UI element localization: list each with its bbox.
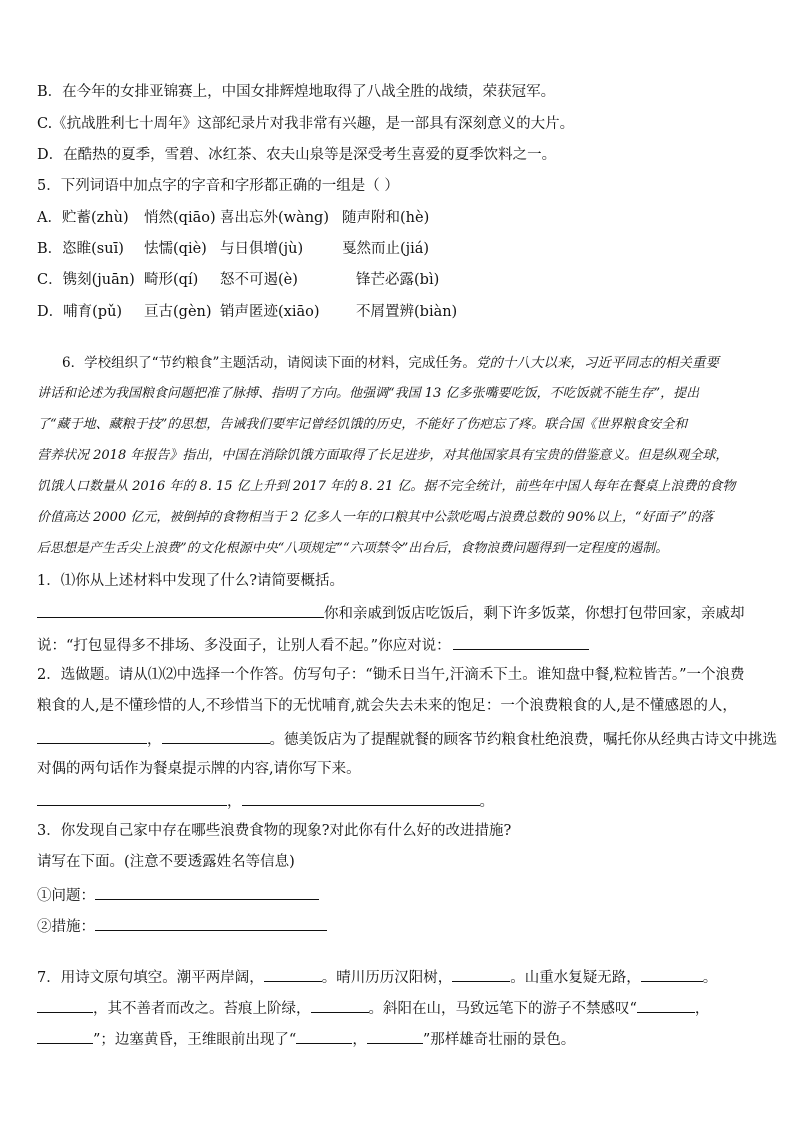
q5-b-1: B．恣睢(suī) bbox=[37, 241, 124, 257]
q5-d-1: D．哺育(pǔ) bbox=[37, 304, 123, 320]
q6-task2-line3-text: 。德美饭店为了提醒就餐的顾客节约粮食杜绝浪费，嘱托你从经典古诗文中挑选 bbox=[269, 732, 777, 748]
q7-line3-a: ”；边塞黄昏，王维眼前出现了“ bbox=[93, 1032, 297, 1048]
q5-b-3: 与日俱增(jù) bbox=[220, 241, 304, 257]
q4-option-c: C.《抗战胜利七十周年》这部纪录片对我非常有兴趣，是一部具有深刻意义的大片。 bbox=[37, 116, 575, 132]
q7-line2-b: 。斜阳在山，马致远笔下的游子不禁感叹“ bbox=[368, 1001, 637, 1017]
q5-d-3: 销声匿迹(xiāo) bbox=[220, 304, 320, 320]
q5-stem: 5．下列词语中加点字的字音和字形都正确的一组是（ ） bbox=[37, 178, 399, 194]
q6-task2-answer-comma: ， bbox=[227, 794, 242, 810]
q7-line1-d: 。 bbox=[702, 970, 718, 986]
q7-blank-3[interactable] bbox=[641, 966, 703, 982]
q6-task2-answer-line bbox=[37, 790, 764, 812]
q5-a-2: 悄然(qiāo) bbox=[144, 210, 216, 226]
q6-task2-blank-1[interactable] bbox=[37, 728, 147, 744]
q7-line3 bbox=[37, 1028, 764, 1050]
q7-line1 bbox=[37, 966, 764, 988]
q6-intro: 6．学校组织了“节约粮食”主题活动，请阅读下面的材料，完成任务。 bbox=[62, 355, 476, 371]
q7-line2 bbox=[37, 997, 764, 1019]
q6-task2-line4: 对偶的两句话作为餐桌提示牌的内容,请你写下来。 bbox=[37, 761, 361, 777]
q7-blank-7[interactable] bbox=[37, 1028, 93, 1044]
q6-task2-answer-blank-2[interactable] bbox=[242, 790, 480, 806]
q6-task3-line2: 请写在下面。(注意不要透露姓名等信息) bbox=[37, 854, 295, 870]
q7-line1-a: 7．用诗文原句填空。潮平两岸阔， bbox=[37, 970, 264, 986]
q6-task2-line1: 2．选做题。请从⑴⑵中选择一个作答。仿写句子：“锄禾日当午,汗滴禾下土。谁知盘中餐,粒粒皆苦。”一个浪费 bbox=[37, 667, 745, 683]
q7-blank-2[interactable] bbox=[452, 966, 510, 982]
q6-task2-answer-blank-1[interactable] bbox=[37, 790, 227, 806]
q5-b-2: 怯懦(qiè) bbox=[144, 241, 207, 257]
q6-task2-line3 bbox=[37, 728, 777, 750]
q5-a-3: 喜出忘外(wàng) bbox=[220, 210, 329, 226]
q5-option-a bbox=[37, 208, 764, 228]
q7-line3-c: ”那样雄奇壮丽的景色。 bbox=[422, 1032, 576, 1048]
q6-task3-line1: 3．你发现自己家中存在哪些浪费食物的现象?对此你有什么好的改进措施? bbox=[37, 823, 512, 839]
q7-blank-4[interactable] bbox=[37, 997, 93, 1013]
q6-material-4: 营养状况 2018 年报告》指出，中国在消除饥饿方面取得了长足进步，对其他国家具有宝贵的借鉴意义。但是纵观全球， bbox=[37, 448, 729, 463]
q6-material-6: 价值高达 2000 亿元，被倒掉的食物相当于 2 亿多人一年的口粮其中公款吃喝占浪费总数的 90%以上，“好面子”的落 bbox=[37, 510, 714, 525]
q5-option-b bbox=[37, 239, 764, 259]
q6-task3-measure-label: ②措施： bbox=[37, 919, 95, 935]
q5-d-2: 亘古(gèn) bbox=[144, 304, 212, 320]
q6-task3-problem-blank[interactable] bbox=[95, 884, 319, 900]
q5-a-1: A．贮蓄(zhù) bbox=[37, 210, 129, 226]
q6-task1-answer-line bbox=[37, 602, 764, 624]
q5-b-4: 戛然而止(jiá) bbox=[342, 241, 430, 257]
q6-task1-answer-blank[interactable] bbox=[37, 602, 324, 618]
q7-line3-b: ， bbox=[352, 1032, 367, 1048]
q6-task1-prompt: 你和亲戚到饭店吃饭后，剩下许多饭菜，你想打包带回家，亲戚却 bbox=[324, 606, 745, 622]
q6-task2-blank-2[interactable] bbox=[162, 728, 270, 744]
q7-blank-9[interactable] bbox=[367, 1028, 423, 1044]
q5-c-3: 怒不可遏(è) bbox=[220, 272, 298, 288]
q7-line2-c: ， bbox=[694, 1001, 710, 1017]
q5-a-4: 随声附和(hè) bbox=[342, 210, 430, 226]
q5-c-1: C．镌刻(juān) bbox=[37, 272, 135, 288]
q6-intro-line bbox=[62, 353, 764, 373]
q5-c-4: 锋芒必露(bì) bbox=[356, 272, 440, 288]
q6-task3-measure-line bbox=[37, 915, 764, 937]
q6-material-1: 党的十八大以来，习近平同志的相关重要 bbox=[475, 355, 719, 371]
q6-task3-measure-blank[interactable] bbox=[95, 915, 327, 931]
q4-option-d: D．在酷热的夏季，雪碧、冰红茶、农夫山泉等是深受考生喜爱的夏季饮料之一。 bbox=[37, 147, 557, 163]
q5-option-d bbox=[37, 302, 764, 322]
q6-task2-line2: 粮食的人,是不懂珍惜的人,不珍惜当下的无忧哺育,就会失去未来的饱足：一个浪费粮食的人,是不懂感恩的人， bbox=[37, 698, 737, 714]
q6-material-3: 了“藏于地、藏粮于技”的思想，告诫我们要牢记曾经饥饿的历史，不能好了伤疤忘了疼。联合国《世界粮食安全和 bbox=[37, 417, 688, 432]
q6-material-5: 饥饿人口数量从 2016 年的 8. 15 亿上升到 2017 年的 8. 21 亿。据不完全统计，前些年中国人每年在餐桌上浪费的食物 bbox=[37, 479, 736, 494]
q6-material-2: 讲话和论述为我国粮食问题把准了脉搏、指明了方向。他强调“我国 13 亿多张嘴要吃饭，不吃饭就不能生存”，提出 bbox=[37, 386, 700, 401]
q6-task1: 1．⑴你从上述材料中发现了什么?请简要概括。 bbox=[37, 573, 344, 589]
q7-blank-6[interactable] bbox=[637, 997, 695, 1013]
q7-line1-c: 。山重水复疑无路， bbox=[510, 970, 641, 986]
q5-d-4: 不屑置辨(biàn) bbox=[356, 304, 458, 320]
q7-line2-a: ，其不善者而改之。苔痕上阶绿， bbox=[93, 1001, 311, 1017]
q6-task2-answer-period: 。 bbox=[479, 794, 494, 810]
q7-blank-1[interactable] bbox=[264, 966, 322, 982]
q6-material-7: 后思想是产生舌尖上浪费”的文化根源中央“八项规定”“六项禁令”出台后，食物浪费问题得到一定程度的遏制。 bbox=[37, 541, 669, 556]
q6-task3-problem-label: ①问题： bbox=[37, 888, 95, 904]
q7-line1-b: 。晴川历历汉阳树， bbox=[321, 970, 453, 986]
q7-blank-8[interactable] bbox=[296, 1028, 352, 1044]
q4-option-b: B．在今年的女排亚锦赛上，中国女排辉煌地取得了八战全胜的战绩，荣获冠军。 bbox=[37, 84, 556, 100]
q6-task1-reply-blank[interactable] bbox=[453, 634, 589, 650]
q5-c-2: 畸形(qí) bbox=[144, 272, 199, 288]
q6-task1-line3 bbox=[37, 634, 764, 656]
q7-blank-5[interactable] bbox=[311, 997, 369, 1013]
q6-task1-reply-text: 说：“打包显得多不排场、多没面子，让别人看不起。”你应对说： bbox=[37, 638, 451, 654]
q6-task2-comma: ， bbox=[147, 732, 162, 748]
q5-option-c bbox=[37, 270, 764, 290]
q6-task3-problem-line bbox=[37, 884, 764, 906]
